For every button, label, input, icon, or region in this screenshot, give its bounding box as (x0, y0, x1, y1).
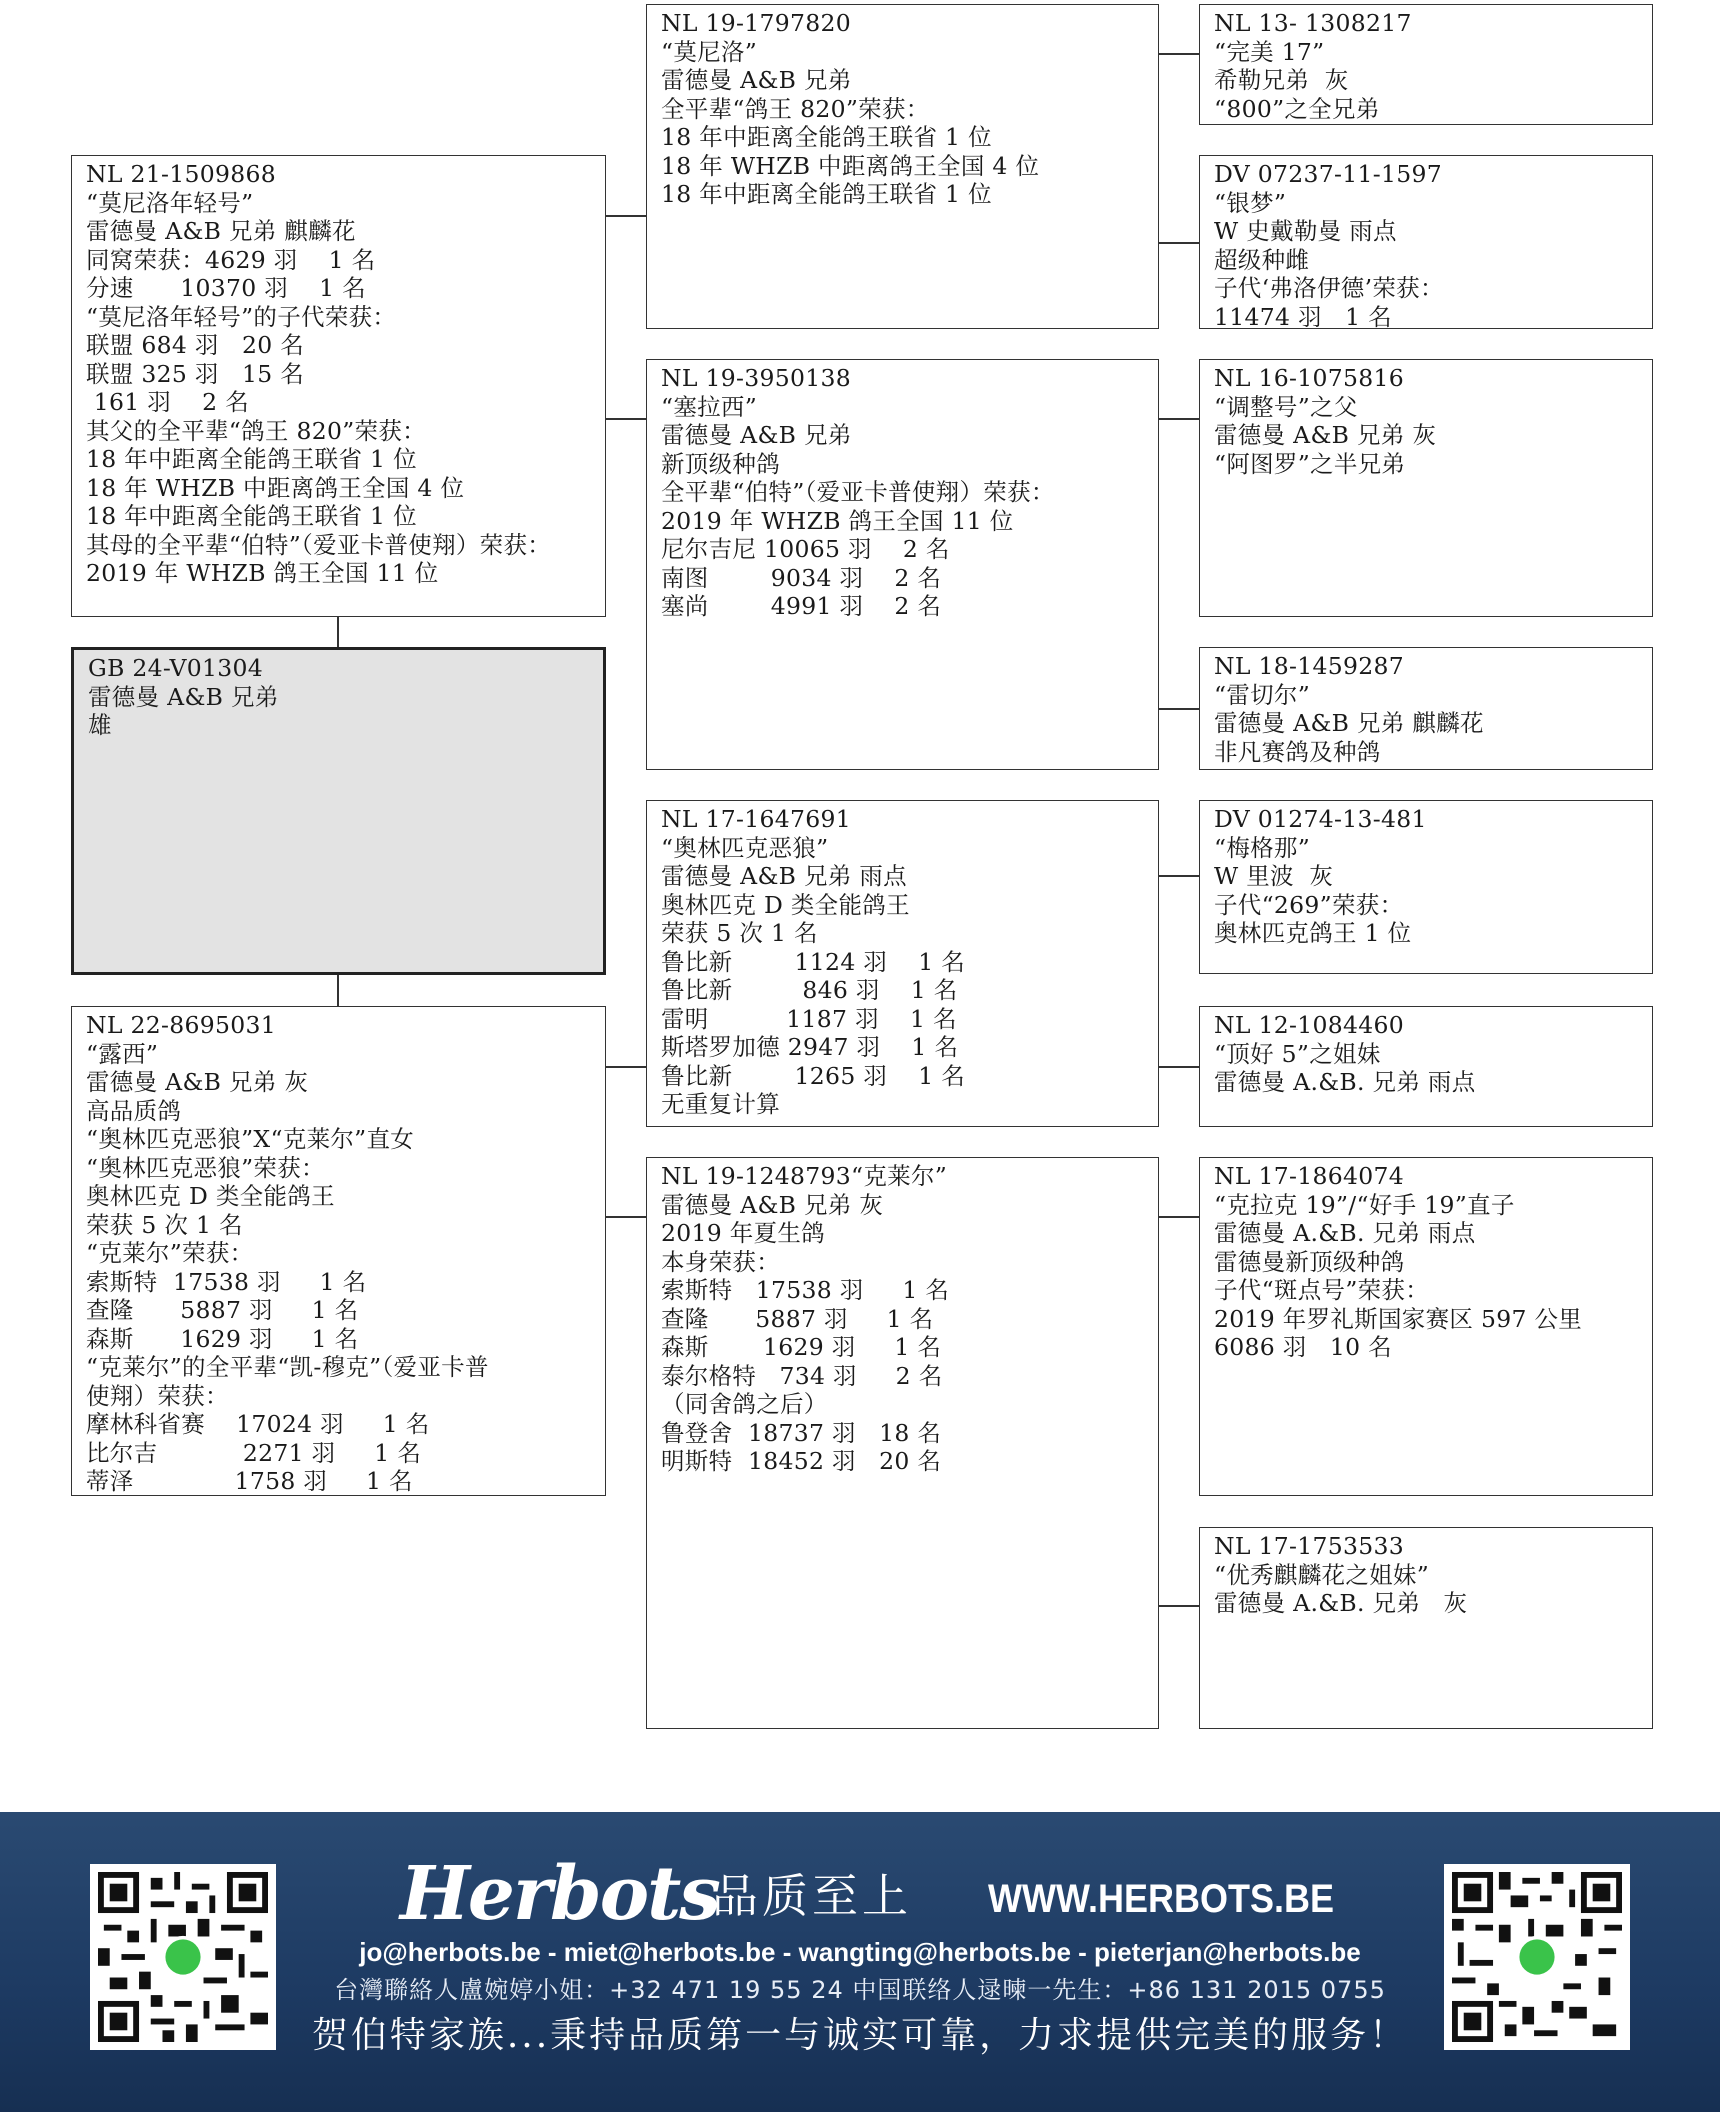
card-line: “莫尼洛年轻号” (86, 188, 254, 217)
card-line: “优秀麒麟花之姐妹” (1214, 1560, 1430, 1589)
card-line: 2019 年罗礼斯国家赛区 597 公里 (1214, 1304, 1583, 1333)
card-line: 子代‘弗洛伊德’荣获： (1214, 274, 1444, 302)
card-line: 索斯特 17538 羽 1 名 (86, 1267, 367, 1296)
ring-number: NL 21-1509868 (86, 160, 277, 188)
qr-code-icon (1452, 1872, 1622, 2042)
email-addresses[interactable]: jo@herbots.be - miet@herbots.be - wangting@herbots.be - pieterjan@herbots.be (359, 1937, 1361, 1967)
card-line: 分速 10370 羽 1 名 (86, 274, 366, 302)
card-line: “克莱尔”的全平辈“凯-穆克”（爱亚卡普 (86, 1353, 489, 1381)
card-line: 子代“斑点号”荣获： (1214, 1276, 1430, 1304)
slogan: 品质至上 (712, 1869, 912, 1923)
card-line: 明斯特 18452 羽 20 名 (661, 1447, 942, 1475)
sire-dam-card (646, 359, 1159, 770)
card-line: 荣获 5 次 1 名 (661, 919, 818, 947)
card-line: 斯塔罗加德 2947 羽 1 名 (661, 1033, 959, 1061)
card-line: W 里波 灰 (1214, 862, 1334, 890)
ds-dam-card (1199, 1006, 1653, 1127)
card-line: 雷德曼 A&B 兄弟 麒麟花 (1214, 709, 1484, 737)
card-line: 比尔吉 2271 羽 1 名 (86, 1438, 422, 1467)
card-line: 全平辈“鸽王 820”荣获： (661, 94, 930, 123)
dam-card (71, 1006, 606, 1496)
ring-number: NL 17-1753533 (1214, 1532, 1405, 1560)
website-link[interactable]: WWW.HERBOTS.BE (988, 1877, 1334, 1921)
card-line: “奥林匹克恶狼” (661, 833, 829, 862)
connector (337, 617, 339, 647)
card-line: 雄 (88, 711, 112, 739)
card-line: 雷德曼 A.&B. 兄弟 灰 (1214, 1589, 1468, 1617)
card-line: 雷德曼 A&B 兄弟 灰 (1214, 421, 1437, 449)
connector (606, 418, 646, 420)
card-line: “莫尼洛年轻号”的子代荣获： (86, 302, 397, 331)
card-line: 雷德曼新顶级种鸽 (1214, 1247, 1405, 1276)
card-line: “露西” (86, 1039, 159, 1068)
card-line: 雷明 1187 羽 1 名 (661, 1004, 957, 1033)
connector (1159, 1605, 1199, 1607)
card-line: 其母的全平辈“伯特”（爱亚卡普使翔）荣获： (86, 530, 552, 559)
card-line: 全平辈“伯特”（爱亚卡普使翔）荣获： (661, 478, 1055, 506)
sire-card (71, 155, 606, 617)
card-line: “800”之全兄弟 (1214, 94, 1380, 123)
card-line: 18 年中距离全能鸽王联省 1 位 (661, 180, 992, 208)
card-line: 6086 羽 10 名 (1214, 1333, 1392, 1361)
card-line: 新顶级种鸽 (661, 449, 780, 478)
card-line: 雷德曼 A&B 兄弟 (88, 682, 279, 711)
card-line: “塞拉西” (661, 392, 758, 421)
card-line: 鲁比新 1265 羽 1 名 (661, 1061, 966, 1090)
card-line: 蒂泽 1758 羽 1 名 (86, 1467, 413, 1495)
contact-numbers: 台灣聯絡人盧婉婷小姐：+32 471 19 55 24 中国联络人逯暕一先生：+86 131 2015 0755 (334, 1976, 1386, 2004)
card-line: 雷德曼 A&B 兄弟 (661, 421, 852, 449)
card-line: “完美 17” (1214, 37, 1325, 66)
card-line: 森斯 1629 羽 1 名 (661, 1333, 942, 1361)
card-line: “克拉克 19”/“好手 19”直子 (1214, 1190, 1515, 1219)
card-line: 鲁比新 1124 羽 1 名 (661, 947, 966, 976)
connector (337, 975, 339, 1006)
ss-dam-card (1199, 155, 1653, 329)
card-line: “雷切尔” (1214, 680, 1311, 709)
card-line: 查隆 5887 羽 1 名 (661, 1304, 934, 1333)
card-line: 奥林匹克 D 类全能鸽王 (661, 890, 910, 919)
connector (1159, 875, 1199, 877)
card-line: 11474 羽 1 名 (1214, 302, 1392, 329)
card-line: 2019 年夏生鸽 (661, 1219, 825, 1247)
card-line: 同窝荣获：4629 羽 1 名 (86, 245, 376, 274)
card-line: 荣获 5 次 1 名 (86, 1210, 243, 1239)
sire-sire-card (646, 4, 1159, 329)
qr-code-wechat[interactable] (1444, 1864, 1630, 2050)
ring-number: NL 19-1248793“克莱尔” (661, 1162, 948, 1190)
card-line: 雷德曼 A.&B. 兄弟 雨点 (1214, 1068, 1476, 1096)
connector (606, 1216, 646, 1218)
connector (1159, 708, 1199, 710)
card-line: 使翔）荣获： (86, 1381, 229, 1410)
card-line: 非凡赛鸽及种鸽 (1214, 737, 1381, 766)
sd-dam-card (1199, 647, 1653, 770)
card-line: 18 年中距离全能鸽王联省 1 位 (86, 502, 417, 530)
card-line: “阿图罗”之半兄弟 (1214, 449, 1406, 478)
card-line: 161 羽 2 名 (86, 388, 249, 416)
herbots-logo[interactable]: Herbots (400, 1851, 719, 1937)
card-line: 其父的全平辈“鸽王 820”荣获： (86, 416, 426, 445)
card-line: 18 年中距离全能鸽王联省 1 位 (86, 445, 417, 473)
card-line: 无重复计算 (661, 1090, 780, 1118)
ring-number: DV 01274-13-481 (1214, 805, 1427, 833)
card-line: 雷德曼 A.&B. 兄弟 雨点 (1214, 1219, 1476, 1247)
ring-number: NL 17-1647691 (661, 805, 852, 833)
connector (606, 215, 646, 217)
ring-number: NL 22-8695031 (86, 1011, 277, 1039)
card-line: 鲁比新 846 羽 1 名 (661, 976, 958, 1004)
card-line: 超级种雌 (1214, 245, 1310, 274)
connector (1159, 418, 1199, 420)
card-line: 雷德曼 A&B 兄弟 麒麟花 (86, 217, 356, 245)
dam-sire-card (646, 800, 1159, 1127)
card-line: 雷德曼 A&B 兄弟 灰 (661, 1190, 884, 1219)
card-line: 查隆 5887 羽 1 名 (86, 1296, 359, 1324)
card-line: 雷德曼 A&B 兄弟 (661, 66, 852, 94)
card-line: （同舍鸽之后） (661, 1390, 828, 1418)
subject-card (71, 647, 606, 975)
ring-number: GB 24-V01304 (88, 654, 263, 682)
ring-number: NL 13- 1308217 (1214, 9, 1412, 37)
connector (1159, 242, 1199, 244)
dd-dam-card (1199, 1527, 1653, 1729)
card-line: 森斯 1629 羽 1 名 (86, 1324, 359, 1353)
card-line: 雷德曼 A&B 兄弟 雨点 (661, 862, 907, 890)
card-line: 本身荣获： (661, 1247, 780, 1276)
card-line: “调整号”之父 (1214, 392, 1358, 421)
card-line: 摩林科省赛 17024 羽 1 名 (86, 1410, 430, 1438)
card-line: “梅格那” (1214, 833, 1311, 862)
card-line: 联盟 684 羽 20 名 (86, 331, 305, 359)
ring-number: DV 07237-11-1597 (1214, 160, 1443, 188)
card-line: 奥林匹克 D 类全能鸽王 (86, 1182, 335, 1210)
card-line: “克莱尔”荣获： (86, 1239, 254, 1267)
card-line: “奥林匹克恶狼”荣获： (86, 1153, 325, 1182)
ring-number: NL 18-1459287 (1214, 652, 1405, 680)
card-line: 2019 年 WHZB 鸽王全国 11 位 (661, 506, 1014, 535)
card-line: 18 年 WHZB 中距离鸽王全国 4 位 (661, 151, 1040, 180)
card-line: 泰尔格特 734 羽 2 名 (661, 1361, 943, 1390)
footer-banner (0, 1812, 1720, 2112)
connector (606, 1066, 646, 1068)
card-line: 塞尚 4991 羽 2 名 (661, 592, 942, 620)
ring-number: NL 19-3950138 (661, 364, 852, 392)
tagline: 贺伯特家族...秉持品质第一与诚实可靠，力求提供完美的服务！ (311, 2015, 1409, 2056)
card-line: 2019 年 WHZB 鸽王全国 11 位 (86, 559, 439, 587)
card-line: 尼尔吉尼 10065 羽 2 名 (661, 535, 950, 563)
dd-sire-card (1199, 1157, 1653, 1496)
card-line: 雷德曼 A&B 兄弟 灰 (86, 1068, 309, 1096)
ds-sire-card (1199, 800, 1653, 974)
card-line: “银梦” (1214, 188, 1287, 217)
card-line: “顶好 5”之姐妹 (1214, 1039, 1381, 1068)
card-line: W 史戴勒曼 雨点 (1214, 217, 1397, 245)
card-line: 18 年 WHZB 中距离鸽王全国 4 位 (86, 473, 465, 502)
card-line: 索斯特 17538 羽 1 名 (661, 1276, 950, 1304)
ss-sire-card (1199, 4, 1653, 125)
card-line: 奥林匹克鸽王 1 位 (1214, 919, 1412, 947)
ring-number: NL 17-1864074 (1214, 1162, 1405, 1190)
dam-dam-card (646, 1157, 1159, 1729)
brand-row (400, 1851, 1334, 1937)
card-line: 南图 9034 羽 2 名 (661, 563, 942, 592)
card-line: “奥林匹克恶狼”X“克莱尔”直女 (86, 1125, 415, 1153)
ring-number: NL 16-1075816 (1214, 364, 1405, 392)
card-line: 18 年中距离全能鸽王联省 1 位 (661, 123, 992, 151)
ring-number: NL 19-1797820 (661, 9, 852, 37)
card-line: 鲁登舍 18737 羽 18 名 (661, 1418, 942, 1447)
connector (1159, 1066, 1199, 1068)
connector (1159, 53, 1199, 55)
connector (1159, 1216, 1199, 1218)
card-line: 子代“269”荣获： (1214, 890, 1404, 919)
card-line: 希勒兄弟 灰 (1214, 66, 1349, 94)
card-line: “莫尼洛” (661, 37, 758, 66)
sd-sire-card (1199, 359, 1653, 617)
card-line: 高品质鸽 (86, 1096, 182, 1125)
ring-number: NL 12-1084460 (1214, 1011, 1405, 1039)
card-line: 联盟 325 羽 15 名 (86, 359, 305, 388)
